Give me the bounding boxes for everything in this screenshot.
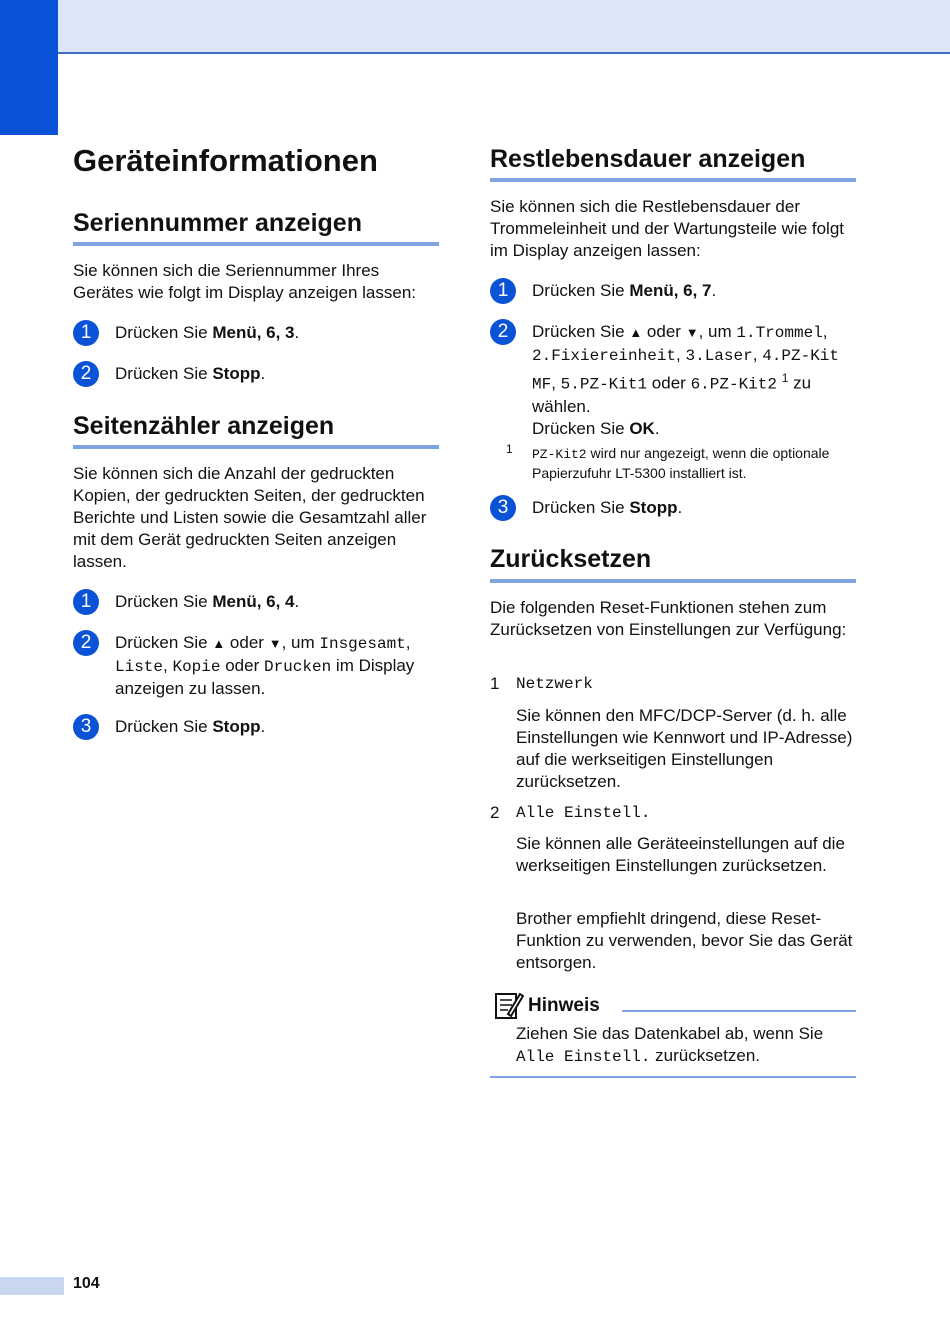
reset-item-text: Brother empfiehlt dringend, diese Reset-Funktion zu verwenden, bevor Sie das Gerät entsorgen. <box>516 909 853 972</box>
step-number-badge: 1 <box>490 278 516 304</box>
chapter-tab <box>0 0 58 135</box>
counter-intro: Sie können sich die Anzahl der gedruckten Kopien, der gedruckten Seiten, der gedruckten Berichte und Listen sowie die Gesamtzahl aller mit dem Gerät gedruckten Seiten anzeigen lassen. <box>73 464 427 571</box>
step-text: Drücken Sie Menü, 6, 7. <box>532 281 717 300</box>
step-number-badge: 1 <box>73 320 99 346</box>
note-rule <box>622 1010 856 1012</box>
step-number-badge: 3 <box>73 714 99 740</box>
step-text: Drücken Sie Stopp. <box>115 364 266 383</box>
note-box <box>490 988 856 1080</box>
heading-counter: Seitenzähler anzeigen <box>73 412 335 440</box>
step-text: Drücken Sie Stopp. <box>532 498 683 517</box>
reset-item-number: 1 <box>490 674 500 693</box>
reset-item-text: Sie können alle Geräteeinstellungen auf die werkseitigen Einstellungen zurücksetzen. <box>516 834 845 875</box>
step-number-badge: 2 <box>73 361 99 387</box>
reset-item-number: 2 <box>490 803 500 822</box>
reset-item-label: Netzwerk <box>516 675 593 693</box>
note-bottom-rule <box>490 1076 856 1078</box>
serial-intro: Sie können sich die Seriennummer Ihres Gerätes wie folgt im Display anzeigen lassen: <box>73 261 416 302</box>
heading-rule <box>73 242 439 246</box>
heading-rule <box>490 579 856 583</box>
step-text: Drücken Sie Menü, 6, 4. <box>115 592 300 611</box>
life-intro: Sie können sich die Restlebensdauer der Trommeleinheit und der Wartungsteile wie folgt im Display anzeigen lassen: <box>490 197 845 260</box>
notepad-pencil-icon <box>494 990 524 1025</box>
up-arrow-icon: ▲ <box>629 325 643 340</box>
step-text: Drücken Sie Stopp. <box>115 717 266 736</box>
footnote: 1 PZ-Kit2 wird nur angezeigt, wenn die optionale Papierzufuhr LT-5300 installiert ist. <box>506 442 830 481</box>
step-number-badge: 1 <box>73 589 99 615</box>
step-number-badge: 3 <box>490 495 516 521</box>
step-number-badge: 2 <box>490 319 516 345</box>
step-number-badge: 2 <box>73 630 99 656</box>
footnote-number: 1 <box>506 442 513 456</box>
heading-rule <box>73 445 439 449</box>
heading-reset: Zurücksetzen <box>490 545 652 573</box>
reset-item-text: Sie können den MFC/DCP-Server (d. h. alle Einstellungen wie Kennwort und IP-Adresse) auf die werkseitigen Einstellungen zurücksetzen. <box>516 706 853 791</box>
reset-item-label: Alle Einstell. <box>516 804 651 822</box>
reset-intro: Die folgenden Reset-Funktionen stehen zum Zurücksetzen von Einstellungen zur Verfügung: <box>490 598 847 639</box>
step-text: Drücken Sie Menü, 6, 3. <box>115 323 300 342</box>
heading-life: Restlebensdauer anzeigen <box>490 145 806 173</box>
note-title: Hinweis <box>528 995 600 1016</box>
page-title: Geräteinformationen <box>73 143 378 178</box>
page-number: 104 <box>73 1275 100 1292</box>
step-text: Drücken Sie ▲ oder ▼, um 1.Trommel, 2.Fixiereinheit, 3.Laser, 4.PZ-Kit MF, 5.PZ-Kit1 oder 6.PZ-Kit2 $^1$ zu wählen. Drücken Sie OK. <box>532 322 839 438</box>
footer-band <box>0 1277 64 1295</box>
note-text: Ziehen Sie das Datenkabel ab, wenn Sie Alle Einstell. zurücksetzen. <box>516 1024 824 1066</box>
down-arrow-icon: ▼ <box>685 325 699 340</box>
up-arrow-icon: ▲ <box>212 636 226 651</box>
down-arrow-icon: ▼ <box>268 636 282 651</box>
header-band <box>0 0 950 54</box>
heading-rule <box>490 178 856 182</box>
heading-serial: Seriennummer anzeigen <box>73 209 362 237</box>
step-text: Drücken Sie ▲ oder ▼, um Insgesamt, Liste, Kopie oder Drucken im Display anzeigen zu lassen. <box>115 633 415 698</box>
